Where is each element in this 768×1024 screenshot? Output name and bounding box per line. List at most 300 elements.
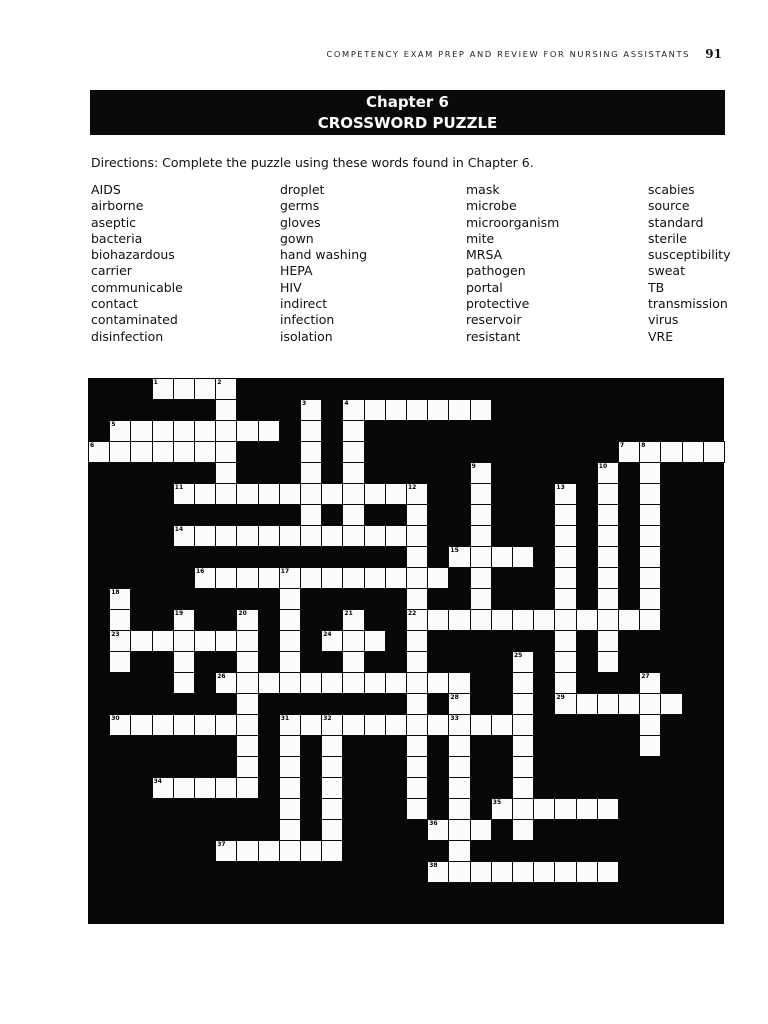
crossword-cell[interactable] [385, 567, 407, 589]
crossword-cell[interactable] [385, 399, 407, 421]
clue-number: 34 [153, 778, 162, 785]
crossword-cell[interactable] [491, 861, 513, 883]
crossword-cell[interactable] [194, 483, 216, 505]
crossword-cell[interactable] [618, 441, 640, 463]
crossword-cell[interactable] [258, 672, 280, 694]
crossword-cell[interactable] [173, 630, 195, 652]
word-bank-entry: susceptibility [648, 247, 731, 263]
crossword-cell[interactable] [448, 546, 470, 568]
crossword-cell[interactable] [406, 630, 428, 652]
crossword-cell[interactable] [512, 756, 534, 778]
crossword-cell[interactable] [321, 567, 343, 589]
crossword-cell[interactable] [321, 798, 343, 820]
crossword-cell[interactable] [215, 672, 237, 694]
crossword-cell[interactable] [448, 840, 470, 862]
crossword-cell[interactable] [406, 798, 428, 820]
crossword-cell[interactable] [660, 441, 682, 463]
crossword-cell[interactable] [342, 420, 364, 442]
word-bank-entry: protective [466, 296, 530, 312]
crossword-cell[interactable] [512, 546, 534, 568]
crossword-cell[interactable] [321, 525, 343, 547]
clue-number: 19 [174, 610, 184, 617]
crossword-cell[interactable] [279, 651, 301, 673]
crossword-cell[interactable] [448, 735, 470, 757]
clue-number: 25 [514, 652, 523, 659]
crossword-cell[interactable] [576, 609, 598, 631]
crossword-cell[interactable] [597, 630, 619, 652]
crossword-cell[interactable] [385, 483, 407, 505]
word-bank-entry: airborne [91, 198, 144, 214]
crossword-cell[interactable] [427, 399, 449, 421]
crossword-cell[interactable] [364, 525, 386, 547]
crossword-cell[interactable] [639, 441, 661, 463]
crossword-cell[interactable] [300, 567, 322, 589]
crossword-cell[interactable] [554, 567, 576, 589]
crossword-cell[interactable] [300, 525, 322, 547]
word-bank-column [91, 182, 183, 345]
word-bank-entry: sweat [648, 263, 685, 279]
crossword-cell[interactable] [448, 714, 470, 736]
crossword-cell[interactable] [470, 483, 492, 505]
crossword-cell[interactable] [406, 546, 428, 568]
crossword-cell[interactable] [300, 714, 322, 736]
crossword-cell[interactable] [321, 483, 343, 505]
crossword-cell[interactable] [533, 609, 555, 631]
crossword-cell[interactable] [279, 777, 301, 799]
clue-number: 30 [111, 715, 120, 722]
crossword-cell[interactable] [597, 525, 619, 547]
directions-text: Directions: Complete the puzzle using these words found in Chapter 6. [91, 155, 534, 170]
crossword-cell[interactable] [448, 609, 470, 631]
crossword-cell[interactable] [215, 777, 237, 799]
crossword-cell[interactable] [279, 567, 301, 589]
crossword-cell[interactable] [279, 483, 301, 505]
clue-number: 33 [450, 715, 459, 722]
crossword-cell[interactable] [321, 819, 343, 841]
crossword-cell[interactable] [300, 483, 322, 505]
crossword-cell[interactable] [406, 672, 428, 694]
crossword-cell[interactable] [554, 546, 576, 568]
crossword-cell[interactable] [554, 672, 576, 694]
crossword-cell[interactable] [236, 777, 258, 799]
crossword-cell[interactable] [173, 441, 195, 463]
crossword-cell[interactable] [236, 756, 258, 778]
crossword-cell[interactable] [279, 588, 301, 610]
crossword-cell[interactable] [173, 378, 195, 400]
crossword-cell[interactable] [406, 504, 428, 526]
crossword-cell[interactable] [597, 567, 619, 589]
crossword-cell[interactable] [639, 462, 661, 484]
crossword-cell[interactable] [236, 525, 258, 547]
crossword-cell[interactable] [194, 630, 216, 652]
crossword-cell[interactable] [109, 588, 131, 610]
crossword-cell[interactable] [300, 672, 322, 694]
crossword-cell[interactable] [512, 609, 534, 631]
word-bank-entry: source [648, 198, 690, 214]
crossword-cell[interactable] [533, 861, 555, 883]
crossword-cell[interactable] [109, 420, 131, 442]
crossword-cell[interactable] [554, 504, 576, 526]
crossword-cell[interactable] [258, 420, 280, 442]
crossword-cell[interactable] [342, 525, 364, 547]
crossword-cell[interactable] [321, 840, 343, 862]
crossword-cell[interactable] [660, 693, 682, 715]
crossword-cell[interactable] [236, 567, 258, 589]
crossword-cell[interactable] [152, 714, 174, 736]
crossword-cell[interactable] [533, 798, 555, 820]
crossword-cell[interactable] [618, 693, 640, 715]
crossword-cell[interactable] [512, 714, 534, 736]
crossword-cell[interactable] [682, 441, 704, 463]
crossword-cell[interactable] [448, 861, 470, 883]
crossword-cell[interactable] [215, 840, 237, 862]
crossword-cell[interactable] [597, 693, 619, 715]
crossword-cell[interactable] [279, 672, 301, 694]
crossword-cell[interactable] [342, 483, 364, 505]
crossword-cell[interactable] [300, 504, 322, 526]
crossword-cell[interactable] [512, 819, 534, 841]
crossword-cell[interactable] [258, 525, 280, 547]
crossword-cell[interactable] [597, 483, 619, 505]
word-bank-entry: MRSA [466, 247, 503, 263]
crossword-cell[interactable] [364, 714, 386, 736]
crossword-cell[interactable] [470, 525, 492, 547]
crossword-cell[interactable] [321, 630, 343, 652]
crossword-cell[interactable] [639, 588, 661, 610]
crossword-cell[interactable] [300, 420, 322, 442]
crossword-cell[interactable] [554, 861, 576, 883]
crossword-cell[interactable] [194, 777, 216, 799]
crossword-cell[interactable] [406, 399, 428, 421]
crossword-cell[interactable] [130, 420, 152, 442]
crossword-cell[interactable] [236, 420, 258, 442]
crossword-cell[interactable] [300, 399, 322, 421]
crossword-cell[interactable] [406, 609, 428, 631]
crossword-cell[interactable] [130, 714, 152, 736]
crossword-cell[interactable] [554, 588, 576, 610]
crossword-cell[interactable] [321, 714, 343, 736]
crossword-cell[interactable] [342, 567, 364, 589]
crossword-cell[interactable] [258, 840, 280, 862]
crossword-cell[interactable] [279, 840, 301, 862]
word-bank-entry: indirect [280, 296, 328, 312]
word-bank-entry: HEPA [280, 263, 313, 279]
crossword-cell[interactable] [491, 714, 513, 736]
crossword-cell[interactable] [215, 630, 237, 652]
crossword-cell[interactable] [406, 735, 428, 757]
crossword-cell[interactable] [512, 735, 534, 757]
crossword-cell[interactable] [194, 378, 216, 400]
crossword-cell[interactable] [597, 861, 619, 883]
crossword-cell[interactable] [300, 840, 322, 862]
crossword-cell[interactable] [109, 714, 131, 736]
crossword-cell[interactable] [491, 798, 513, 820]
crossword-cell[interactable] [554, 798, 576, 820]
clue-number: 32 [323, 715, 332, 722]
crossword-cell[interactable] [470, 462, 492, 484]
crossword-cell[interactable] [236, 609, 258, 631]
clue-number: 3 [302, 400, 307, 407]
crossword-cell[interactable] [236, 693, 258, 715]
crossword-cell[interactable] [427, 861, 449, 883]
crossword-cell[interactable] [279, 798, 301, 820]
crossword-cell[interactable] [342, 609, 364, 631]
crossword-cell[interactable] [576, 861, 598, 883]
crossword-cell[interactable] [639, 609, 661, 631]
crossword-cell[interactable] [173, 651, 195, 673]
crossword-cell[interactable] [470, 819, 492, 841]
crossword-cell[interactable] [491, 609, 513, 631]
crossword-cell[interactable] [554, 651, 576, 673]
crossword-cell[interactable] [236, 735, 258, 757]
chapter-heading: Chapter 6 [366, 93, 449, 111]
crossword-cell[interactable] [639, 546, 661, 568]
crossword-cell[interactable] [364, 672, 386, 694]
crossword-cell[interactable] [597, 462, 619, 484]
crossword-cell[interactable] [491, 546, 513, 568]
crossword-cell[interactable] [406, 714, 428, 736]
crossword-cell[interactable] [554, 630, 576, 652]
crossword-cell[interactable] [173, 672, 195, 694]
crossword-cell[interactable] [130, 441, 152, 463]
word-bank-entry: microbe [466, 198, 517, 214]
crossword-cell[interactable] [342, 651, 364, 673]
clue-number: 8 [641, 442, 646, 449]
crossword-cell[interactable] [236, 483, 258, 505]
clue-number: 2 [217, 379, 222, 386]
crossword-cell[interactable] [427, 609, 449, 631]
crossword-cell[interactable] [342, 441, 364, 463]
crossword-cell[interactable] [597, 651, 619, 673]
crossword-cell[interactable] [618, 609, 640, 631]
crossword-cell[interactable] [215, 441, 237, 463]
crossword-cell[interactable] [194, 525, 216, 547]
crossword-cell[interactable] [215, 483, 237, 505]
crossword-cell[interactable] [364, 630, 386, 652]
crossword-cell[interactable] [597, 504, 619, 526]
crossword-cell[interactable] [448, 798, 470, 820]
crossword-cell[interactable] [470, 567, 492, 589]
crossword-cell[interactable] [342, 462, 364, 484]
crossword-cell[interactable] [236, 651, 258, 673]
word-bank-entry: transmission [648, 296, 728, 312]
crossword-cell[interactable] [406, 777, 428, 799]
crossword-cell[interactable] [448, 819, 470, 841]
crossword-cell[interactable] [639, 672, 661, 694]
crossword-cell[interactable] [109, 651, 131, 673]
crossword-cell[interactable] [173, 483, 195, 505]
crossword-cell[interactable] [512, 672, 534, 694]
crossword-cell[interactable] [236, 672, 258, 694]
crossword-cell[interactable] [194, 567, 216, 589]
crossword-cell[interactable] [279, 630, 301, 652]
clue-number: 26 [217, 673, 226, 680]
crossword-cell[interactable] [448, 693, 470, 715]
crossword-cell[interactable] [109, 609, 131, 631]
clue-number: 17 [280, 568, 290, 575]
crossword-cell[interactable] [279, 714, 301, 736]
crossword-cell[interactable] [258, 567, 280, 589]
crossword-cell[interactable] [470, 609, 492, 631]
crossword-cell[interactable] [321, 756, 343, 778]
crossword-cell[interactable] [342, 714, 364, 736]
crossword-cell[interactable] [258, 483, 280, 505]
crossword-cell[interactable] [173, 420, 195, 442]
crossword-cell[interactable] [406, 693, 428, 715]
word-bank-entry: bacteria [91, 230, 143, 246]
crossword-cell[interactable] [406, 525, 428, 547]
crossword-cell[interactable] [448, 777, 470, 799]
crossword-cell[interactable] [639, 567, 661, 589]
crossword-cell[interactable] [597, 609, 619, 631]
crossword-cell[interactable] [236, 630, 258, 652]
crossword-cell[interactable] [321, 672, 343, 694]
crossword-cell[interactable] [470, 399, 492, 421]
crossword-cell[interactable] [215, 399, 237, 421]
crossword-cell[interactable] [512, 861, 534, 883]
crossword-cell[interactable] [512, 777, 534, 799]
crossword-cell[interactable] [152, 420, 174, 442]
running-title: COMPETENCY EXAM PREP AND REVIEW FOR NURSING ASSISTANTS [326, 49, 690, 59]
crossword-cell[interactable] [470, 714, 492, 736]
crossword-cell[interactable] [406, 567, 428, 589]
crossword-cell[interactable] [321, 735, 343, 757]
crossword-cell[interactable] [512, 651, 534, 673]
crossword-cell[interactable] [576, 798, 598, 820]
crossword-cell[interactable] [300, 441, 322, 463]
crossword-cell[interactable] [152, 441, 174, 463]
crossword-cell[interactable] [385, 525, 407, 547]
crossword-cell[interactable] [300, 462, 322, 484]
crossword-cell[interactable] [639, 714, 661, 736]
crossword-cell[interactable] [512, 798, 534, 820]
crossword-cell[interactable] [470, 861, 492, 883]
crossword-cell[interactable] [109, 441, 131, 463]
crossword-cell[interactable] [406, 756, 428, 778]
crossword-cell[interactable] [194, 441, 216, 463]
crossword-cell[interactable] [448, 399, 470, 421]
crossword-cell[interactable] [597, 798, 619, 820]
crossword-cell[interactable] [194, 714, 216, 736]
crossword-cell[interactable] [152, 378, 174, 400]
crossword-cell[interactable] [406, 483, 428, 505]
crossword-cell[interactable] [597, 588, 619, 610]
clue-number: 12 [408, 484, 417, 491]
crossword-cell[interactable] [470, 546, 492, 568]
crossword-cell[interactable] [406, 651, 428, 673]
crossword-cell[interactable] [173, 525, 195, 547]
crossword-cell[interactable] [342, 630, 364, 652]
crossword-cell[interactable] [385, 714, 407, 736]
crossword-cell[interactable] [385, 672, 407, 694]
word-bank-entry: resistant [466, 328, 521, 344]
crossword-cell[interactable] [427, 567, 449, 589]
crossword-cell[interactable] [279, 609, 301, 631]
crossword-cell[interactable] [639, 735, 661, 757]
crossword-cell[interactable] [173, 609, 195, 631]
word-bank-entry: TB [648, 279, 665, 295]
crossword-cell[interactable] [215, 567, 237, 589]
crossword-cell[interactable] [512, 693, 534, 715]
crossword-cell[interactable] [448, 756, 470, 778]
crossword-cell[interactable] [236, 714, 258, 736]
crossword-cell[interactable] [236, 840, 258, 862]
crossword-cell[interactable] [364, 567, 386, 589]
crossword-cell[interactable] [427, 819, 449, 841]
crossword-cell[interactable] [279, 525, 301, 547]
crossword-cell[interactable] [152, 630, 174, 652]
word-bank-entry: microorganism [466, 214, 560, 230]
clue-number: 11 [174, 484, 184, 491]
crossword-cell[interactable] [194, 420, 216, 442]
crossword-cell[interactable] [576, 693, 598, 715]
crossword-cell[interactable] [215, 714, 237, 736]
crossword-cell[interactable] [470, 588, 492, 610]
crossword-cell[interactable] [173, 777, 195, 799]
crossword-cell[interactable] [448, 672, 470, 694]
clue-number: 16 [196, 568, 205, 575]
crossword-cell[interactable] [554, 693, 576, 715]
crossword-cell[interactable] [321, 777, 343, 799]
crossword-cell[interactable] [173, 714, 195, 736]
crossword-cell[interactable] [427, 672, 449, 694]
crossword-cell[interactable] [152, 777, 174, 799]
crossword-cell[interactable] [88, 441, 110, 463]
crossword-cell[interactable] [279, 735, 301, 757]
crossword-cell[interactable] [703, 441, 725, 463]
clue-number: 15 [450, 547, 459, 554]
crossword-cell[interactable] [639, 693, 661, 715]
crossword-cell[interactable] [215, 462, 237, 484]
clue-number: 6 [90, 442, 95, 449]
crossword-cell[interactable] [597, 546, 619, 568]
crossword-cell[interactable] [554, 483, 576, 505]
clue-number: 24 [323, 631, 332, 638]
crossword-cell[interactable] [215, 525, 237, 547]
crossword-cell[interactable] [109, 630, 131, 652]
crossword-cell[interactable] [427, 714, 449, 736]
word-bank-entry: germs [280, 198, 320, 214]
crossword-cell[interactable] [279, 819, 301, 841]
crossword-cell[interactable] [215, 378, 237, 400]
word-bank-entry: pathogen [466, 263, 526, 279]
clue-number: 29 [556, 694, 565, 701]
crossword-cell[interactable] [364, 483, 386, 505]
crossword-cell[interactable] [639, 525, 661, 547]
clue-number: 20 [238, 610, 247, 617]
crossword-cell[interactable] [342, 399, 364, 421]
crossword-cell[interactable] [470, 504, 492, 526]
word-bank-entry: gloves [280, 214, 321, 230]
crossword-cell[interactable] [639, 483, 661, 505]
crossword-cell[interactable] [364, 399, 386, 421]
crossword-cell[interactable] [279, 756, 301, 778]
page-number: 91 [705, 47, 722, 61]
word-bank-entry: sterile [648, 230, 687, 246]
crossword-cell[interactable] [554, 609, 576, 631]
clue-number: 37 [217, 841, 226, 848]
clue-number: 22 [408, 610, 417, 617]
crossword-cell[interactable] [342, 672, 364, 694]
crossword-cell[interactable] [342, 504, 364, 526]
crossword-cell[interactable] [215, 420, 237, 442]
clue-number: 14 [174, 526, 184, 533]
clue-number: 23 [111, 631, 120, 638]
crossword-cell[interactable] [130, 630, 152, 652]
crossword-cell[interactable] [406, 588, 428, 610]
crossword-cell[interactable] [639, 504, 661, 526]
crossword-cell[interactable] [554, 525, 576, 547]
